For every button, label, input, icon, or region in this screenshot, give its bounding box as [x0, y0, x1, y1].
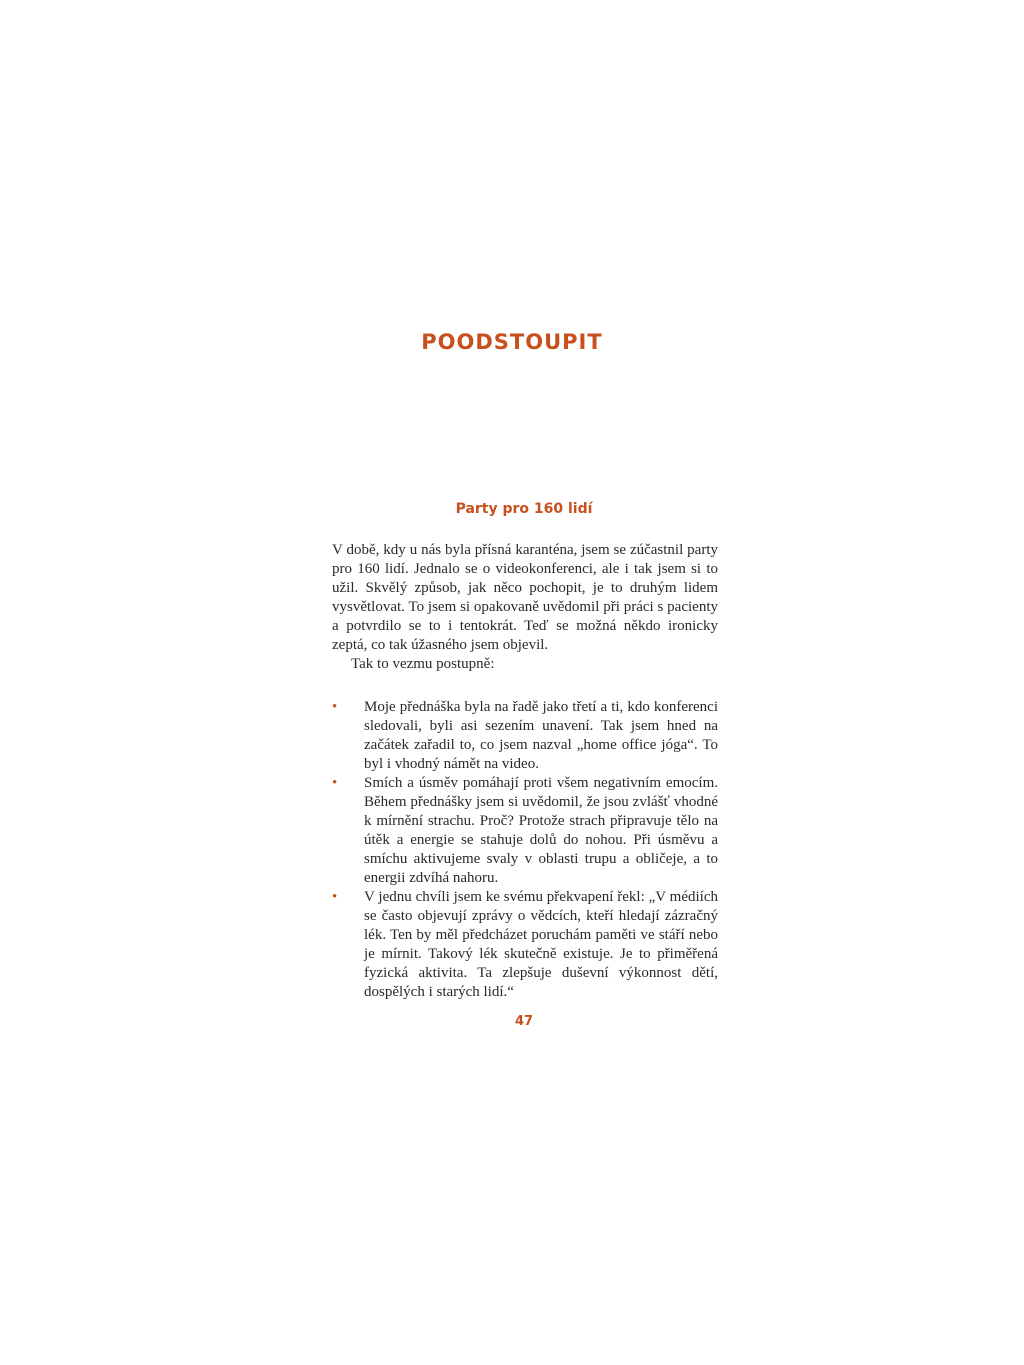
bullet-list	[332, 698, 718, 1002]
section-title: Party pro 160 lidí	[455, 501, 593, 517]
bullet-icon: •	[332, 889, 338, 905]
bullet-icon: •	[332, 699, 338, 715]
paragraph: V době, kdy u nás byla přísná karanténa, jsem se zúčastnil party pro 160 lidí. Jednalo se o videokonferenci, ale i tak jsem si to užil. Skvělý způsob, jak něco pochopit, je to druhým lidem vysvětlovat. To jsem si opakovaně uvědomil při práci s pacienty a potvrdilo se to i tentokrát. Teď se možná někdo ironicky zeptá, co tak úžasného jsem objevil.	[332, 542, 718, 653]
body-text	[332, 541, 718, 1002]
list-item	[332, 888, 718, 1002]
list-item	[332, 698, 718, 774]
list-item-text: Smích a úsměv pomáhají proti všem negativním emocím. Během přednášky jsem si uvědomil, že jsou zvlášť vhodné k mírnění strachu. Proč? Protože strach připravuje tělo na útěk a energie se stahuje dolů do nohou. Při úsměvu a smíchu aktivujeme svaly v oblasti trupu a obličeje, a to energii zdvíhá nahoru.	[364, 775, 718, 886]
list-item-text: V jednu chvíli jsem ke svému překvapení řekl: „V médiích se často objevují zprávy o vědcích, kteří hledají zázračný lék. Ten by měl předcházet poruchám paměti ve stáří nebo je mírnit. Takový lék skutečně existuje. Je to přiměřená fyzická aktivita. Ta zlepšuje duševní výkonnost dětí, dospělých i starých lidí.“	[364, 889, 718, 1000]
bullet-icon: •	[332, 775, 338, 791]
paragraph: Tak to vezmu postupně:	[351, 656, 495, 672]
chapter-title: POODSTOUPIT	[421, 330, 603, 354]
list-item	[332, 774, 718, 888]
list-item-text: Moje přednáška byla na řadě jako třetí a ti, kdo konferenci sledovali, byli asi sezením unavení. Tak jsem hned na začátek zařadil to, co jsem nazval „home office jóga“. To byl i vhodný námět na video.	[364, 699, 718, 772]
page-number: 47	[514, 1014, 534, 1029]
